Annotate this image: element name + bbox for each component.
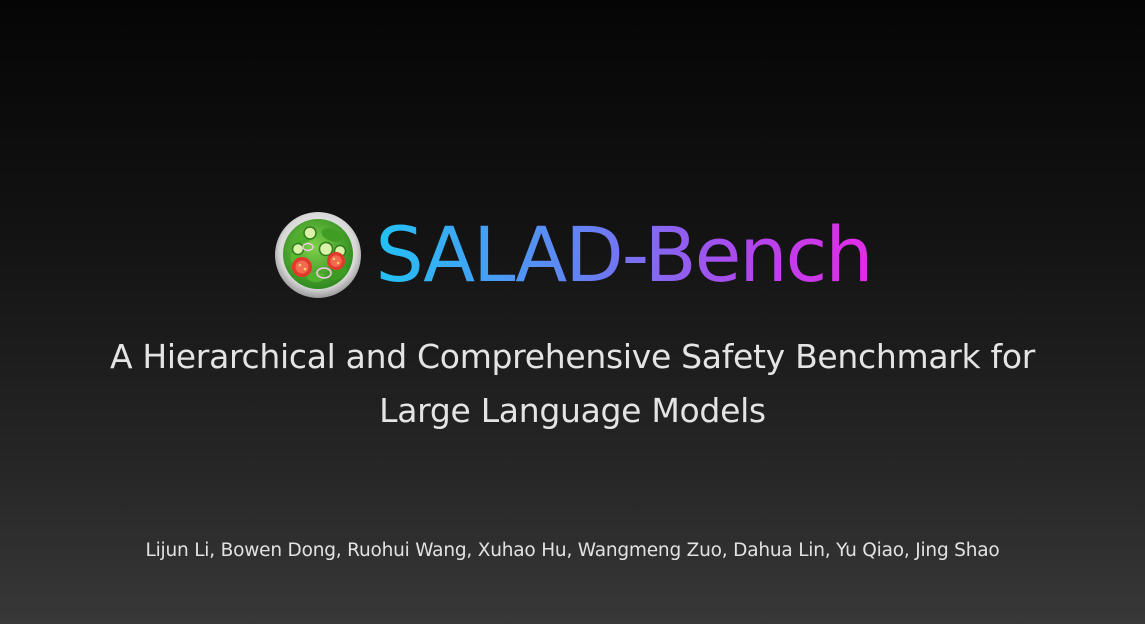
subtitle-line-1: A Hierarchical and Comprehensive Safety Benchmark for [109,337,1036,376]
author-list: Lijun Li, Bowen Dong, Ruohui Wang, Xuhao Hu, Wangmeng Zuo, Dahua Lin, Yu Qiao, Jing Shao [145,540,1000,561]
slide-title: SALAD-Bench [375,210,872,299]
slide-subtitle [20,330,1125,438]
subtitle-line-2: Large Language Models [379,391,766,430]
title-row [0,200,1145,310]
salad-icon [274,211,362,299]
